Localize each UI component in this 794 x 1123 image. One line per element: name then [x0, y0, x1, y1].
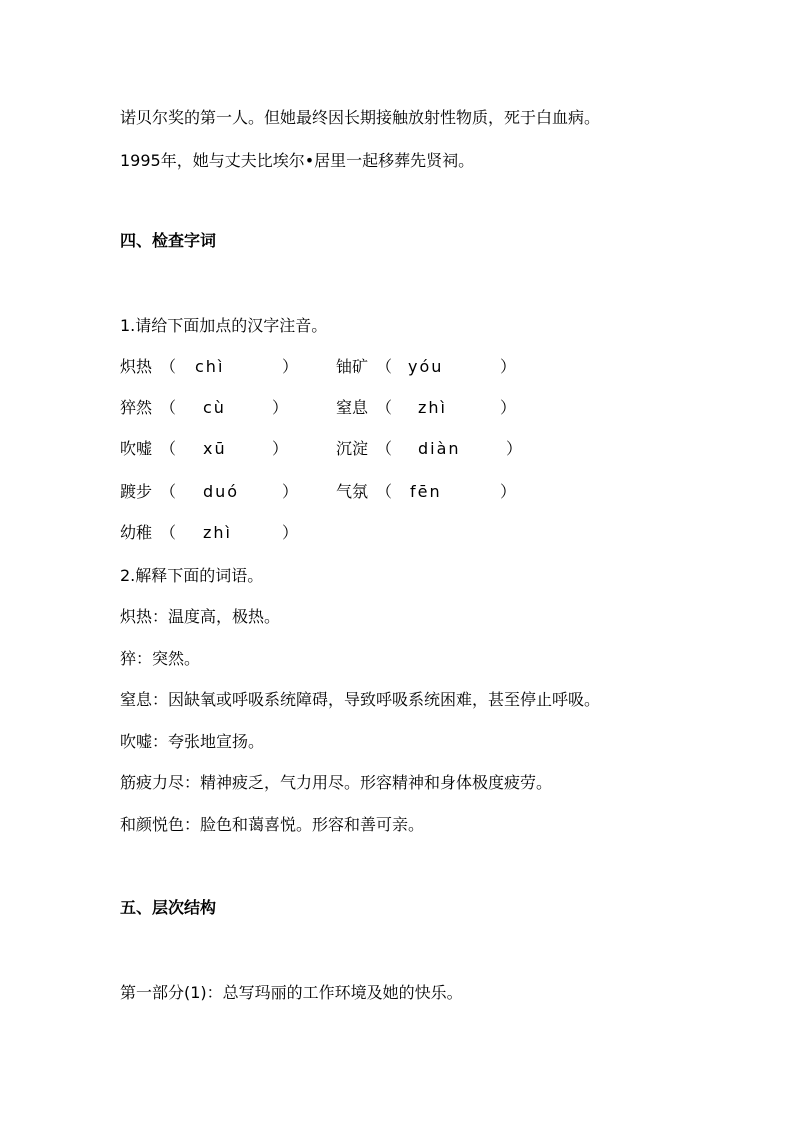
open-paren: （ — [160, 357, 177, 376]
definition-line: 窒息：因缺氧或呼吸系统障碍，导致呼吸系统困难，甚至停止呼吸。 — [120, 690, 601, 709]
pinyin-answer: yóu — [408, 357, 444, 376]
open-paren: （ — [376, 357, 393, 376]
definition-line: 筋疲力尽：精神疲乏，气力用尽。形容精神和身体极度疲劳。 — [120, 773, 553, 792]
section-heading-4: 四、检查字词 — [120, 231, 217, 250]
intro-line-1: 诺贝尔奖的第一人。但她最终因长期接触放射性物质，死于白血病。 — [120, 108, 601, 127]
pinyin-answer: chì — [195, 357, 225, 376]
pinyin-answer: xū — [203, 439, 227, 458]
open-paren: （ — [376, 482, 393, 501]
pinyin-answer: zhì — [418, 398, 447, 417]
definition-line: 和颜悦色：脸色和蔼喜悦。形容和善可亲。 — [120, 815, 425, 834]
pinyin-answer: zhì — [203, 523, 232, 542]
open-paren: （ — [160, 398, 177, 417]
close-paren: ） — [282, 357, 299, 376]
open-paren: （ — [160, 439, 177, 458]
intro-line-2: 1995年，她与丈夫比埃尔•居里一起移葬先贤祠。 — [120, 151, 475, 170]
close-paren: ） — [500, 482, 517, 501]
pinyin-word: 窒息 — [336, 398, 369, 417]
section-heading-5: 五、层次结构 — [120, 898, 217, 917]
open-paren: （ — [376, 439, 393, 458]
pinyin-word: 铀矿 — [336, 357, 369, 376]
pinyin-word: 幼稚 — [120, 523, 153, 542]
pinyin-answer: fēn — [410, 482, 442, 501]
open-paren: （ — [160, 482, 177, 501]
pinyin-word: 踱步 — [120, 482, 153, 501]
definition-line: 炽热：温度高，极热。 — [120, 607, 281, 626]
close-paren: ） — [282, 482, 299, 501]
question-1: 1.请给下面加点的汉字注音。 — [120, 316, 328, 335]
definition-line: 吹嘘：夸张地宣扬。 — [120, 732, 265, 751]
close-paren: ） — [506, 439, 523, 458]
pinyin-word: 炽热 — [120, 357, 153, 376]
question-2: 2.解释下面的词语。 — [120, 566, 264, 585]
definition-line: 猝：突然。 — [120, 649, 201, 668]
close-paren: ） — [282, 523, 299, 542]
pinyin-word: 气氛 — [336, 482, 369, 501]
pinyin-word: 吹嘘 — [120, 439, 153, 458]
close-paren: ） — [272, 398, 289, 417]
close-paren: ） — [272, 439, 289, 458]
structure-part-1: 第一部分(1)：总写玛丽的工作环境及她的快乐。 — [120, 983, 463, 1002]
pinyin-answer: cù — [203, 398, 226, 417]
pinyin-word: 沉淀 — [336, 439, 369, 458]
pinyin-word: 猝然 — [120, 398, 153, 417]
pinyin-answer: diàn — [418, 439, 461, 458]
close-paren: ） — [500, 357, 517, 376]
close-paren: ） — [500, 398, 517, 417]
pinyin-answer: duó — [203, 482, 240, 501]
open-paren: （ — [376, 398, 393, 417]
open-paren: （ — [160, 523, 177, 542]
